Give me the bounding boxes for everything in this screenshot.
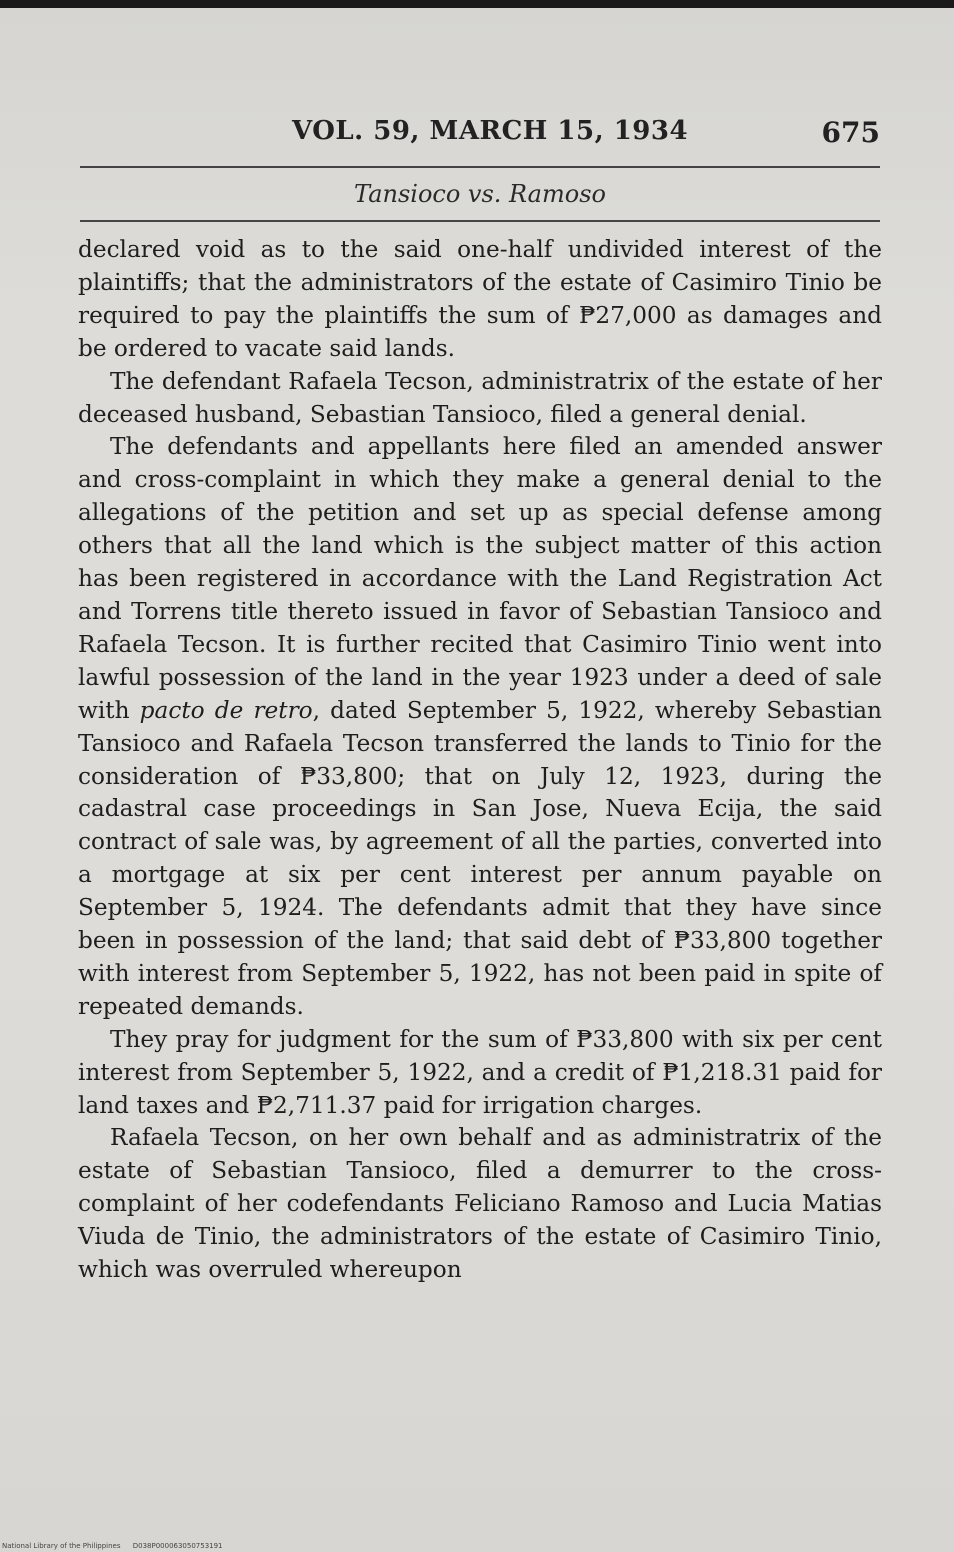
scan-footer: [2, 1542, 223, 1550]
footer-image-code: D038P000063050753191: [132, 1542, 223, 1550]
paragraph-1: declared void as to the said one-half undivided interest of the plaintiffs; that the administrators of the estate of Casimiro Tinio be required to pay the plaintiffs the sum of ₱27,000 as damages and be ordered to vacate said lands.: [78, 236, 882, 362]
paragraph-3: [78, 431, 882, 1023]
case-title: Tansioco vs. Ramoso: [354, 180, 606, 208]
paragraph-3-latin-term: pacto de retro: [139, 696, 313, 724]
paragraph-2: The defendant Rafaela Tecson, administratrix of the estate of her deceased husband, Sebastian Tansioco, filed a general denial.: [78, 367, 882, 428]
document-page: [0, 8, 954, 1552]
footer-library: National Library of the Philippines: [2, 1542, 121, 1550]
volume-date: VOL. 59, MARCH 15, 1934: [292, 116, 689, 146]
paragraph-5: Rafaela Tecson, on her own behalf and as administratrix of the estate of Sebastian Tansioco, filed a demurrer to the cross-complaint of her codefendants Feliciano Ramoso and Lucia Matias Viuda de Tinio, the administrators of the estate of Casimiro Tinio, which was overruled whereupon: [78, 1124, 882, 1284]
running-header: [80, 116, 880, 156]
body-text: [78, 234, 882, 1287]
page-number: 675: [821, 116, 880, 149]
paragraph-4: They pray for judgment for the sum of ₱33,800 with six per cent interest from September 5, 1922, and a credit of ₱1,218.31 paid for land taxes and ₱2,711.37 paid for irrigation charges.: [78, 1025, 882, 1119]
header-rule-bottom: [80, 220, 880, 222]
header-rule-top: [80, 166, 880, 168]
paragraph-3-part-1: The defendants and appellants here filed an amended answer and cross-complaint in which they make a general denial to the allegations of the petition and set up as special defense among others that all the land which is the subject matter of this action has been registered in accordance with the Land Registration Act and Torrens title thereto issued in favor of Sebastian Tansioco and Rafaela Tecson. It is further recited that Casimiro Tinio went into lawful possession of the land in the year 1923 under a deed of sale with: [78, 433, 882, 724]
paragraph-3-part-2: , dated September 5, 1922, whereby Sebastian Tansioco and Rafaela Tecson transferred the lands to Tinio for the consideration of ₱33,800; that on July 12, 1923, during the cadastral case proceedings in San Jose, Nueva Ecija, the said contract of sale was, by agreement of all the parties, converted into a mortgage at six per cent interest per annum payable on September 5, 1924. The defendants admit that they have since been in possession of the land; that said debt of ₱33,800 together with interest from September 5, 1922, has not been paid in spite of repeated demands.: [78, 696, 882, 1020]
